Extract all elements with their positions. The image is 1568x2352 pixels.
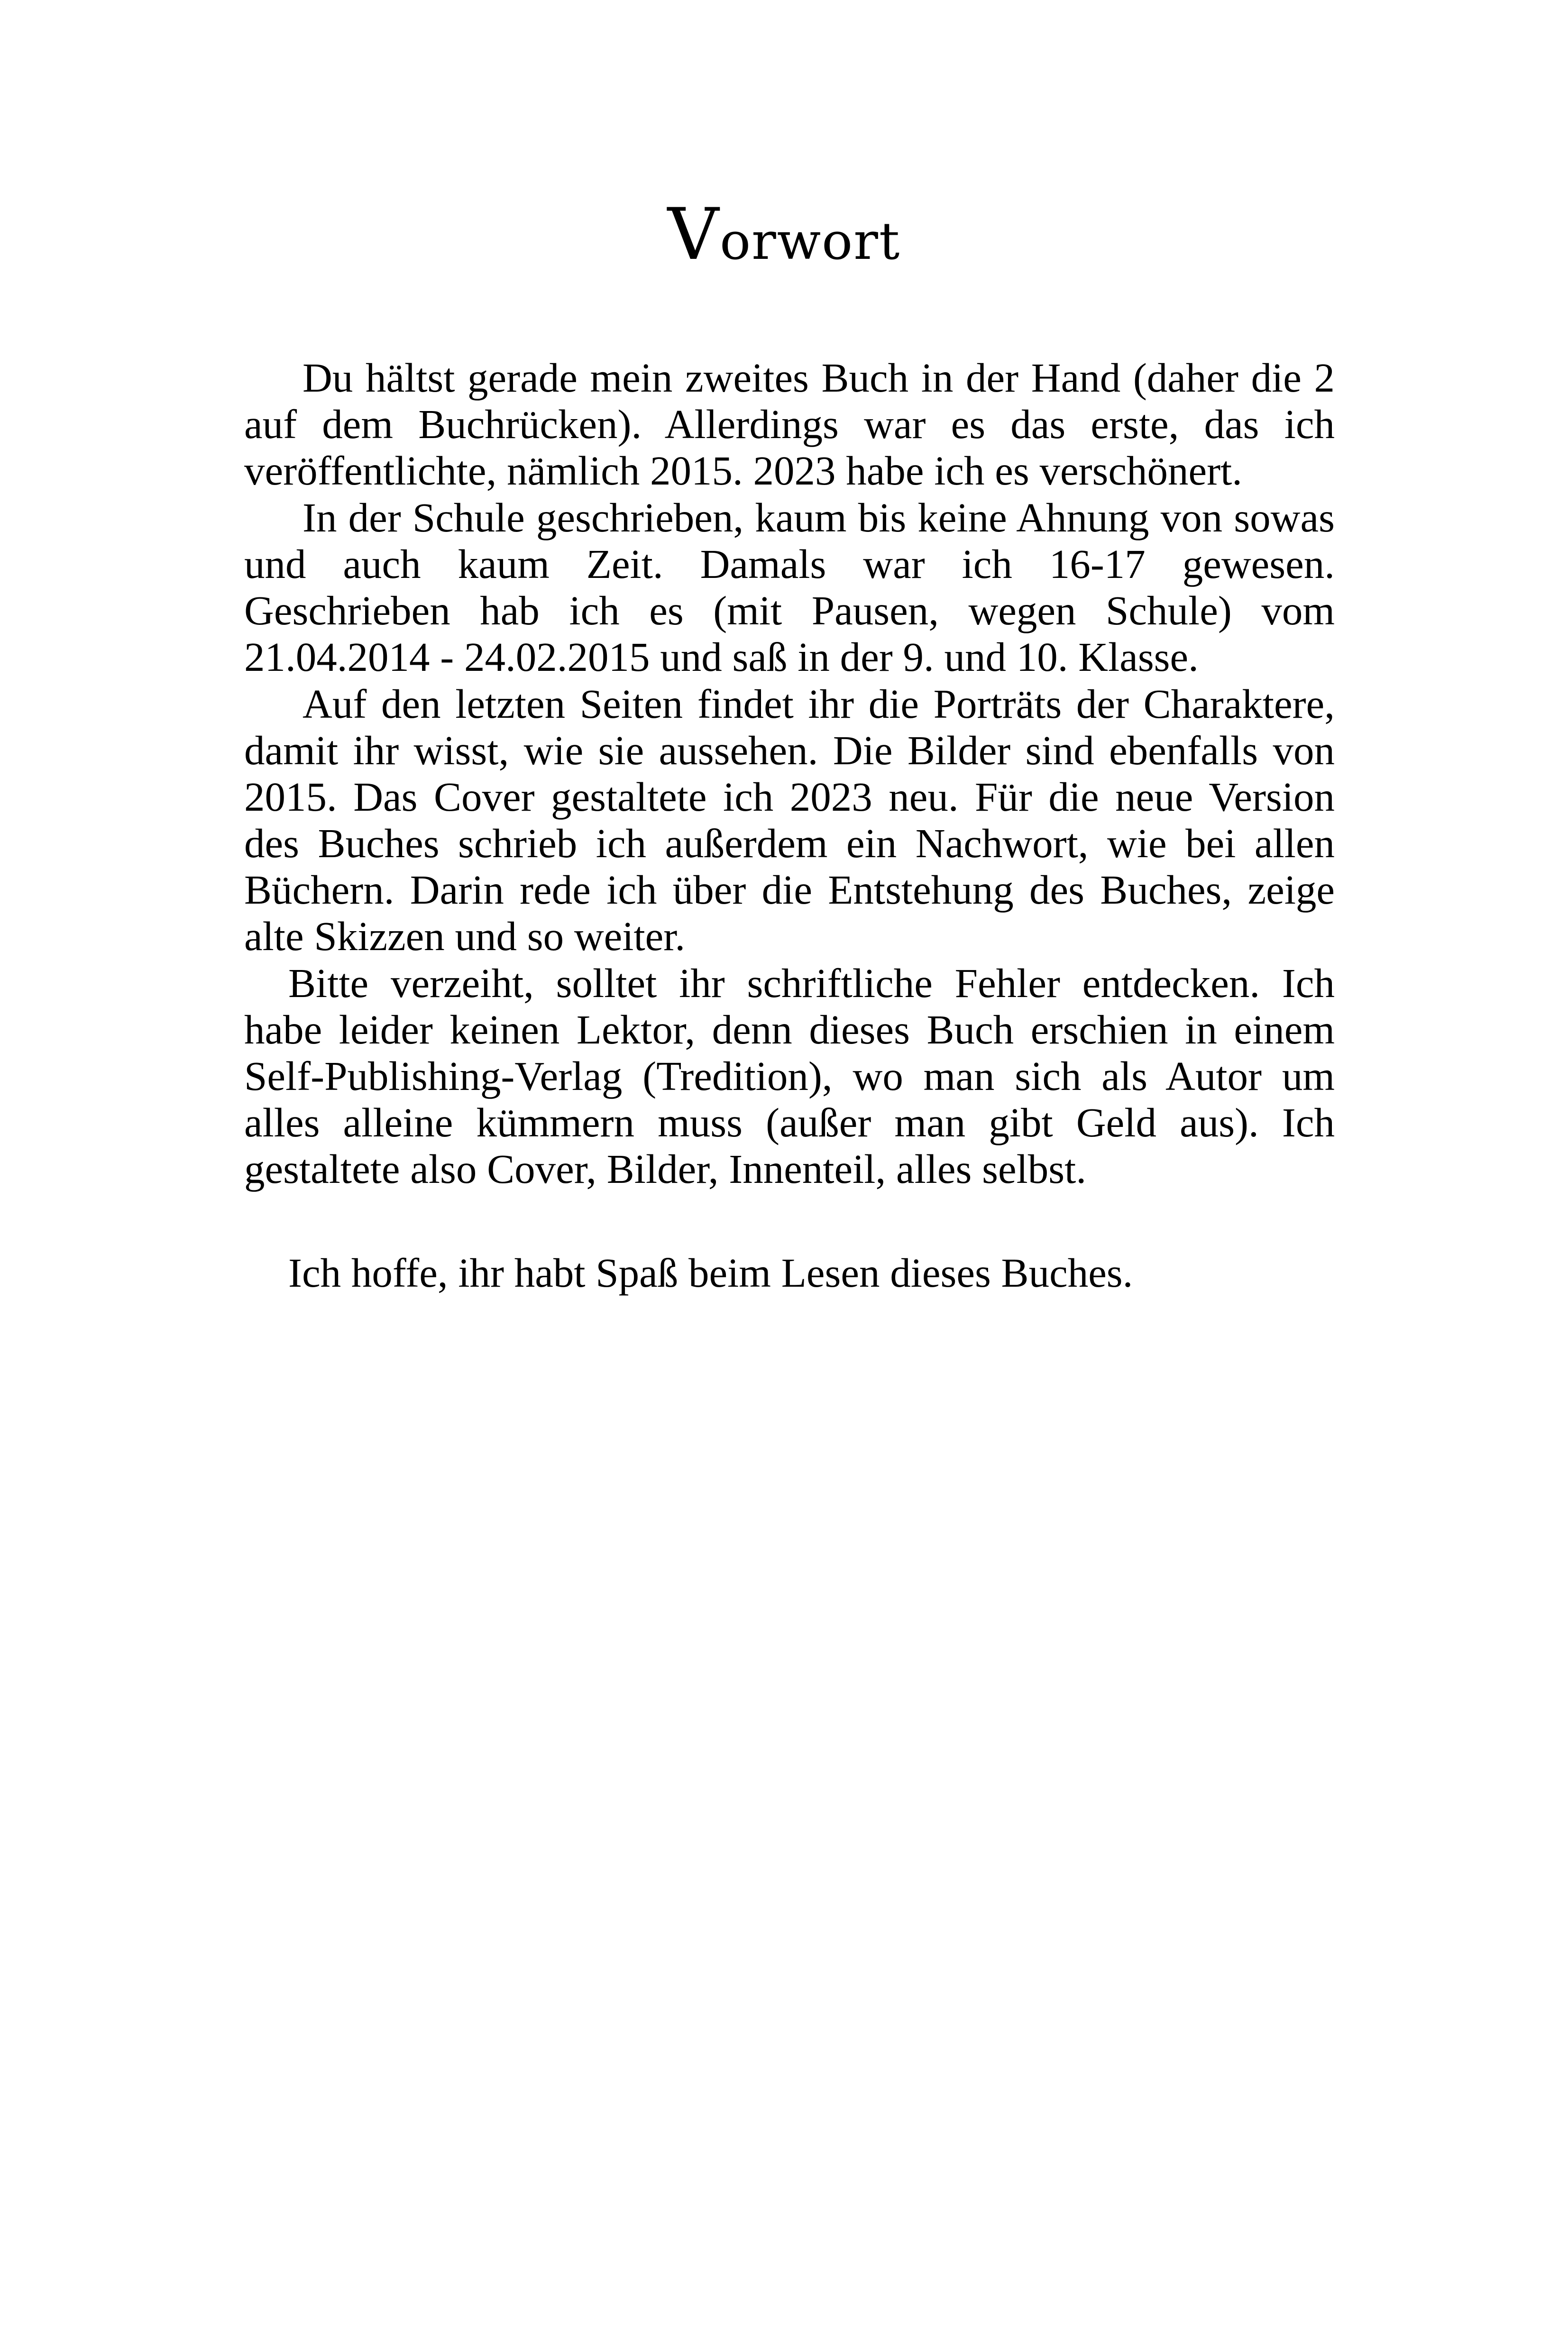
preface-paragraph-3: Auf den letzten Seiten findet ihr die Porträts der Charaktere, damit ihr wisst, wie sie aussehen. Die Bilder sind ebenfalls von 2015. Das Cover gestaltete ich 2023 neu. Für die neue Version des Buches schrieb ich außerdem ein Nachwort, wie bei allen Büchern. Darin rede ich über die Entstehung des Buches, zeige alte Skizzen und so weiter. (244, 681, 1335, 959)
preface-paragraph-4: Bitte verzeiht, solltet ihr schriftliche Fehler entdecken. Ich habe leider keinen Lektor, denn dieses Buch erschien in einem Self-Publishing-Verlag (Tredition), wo man sich als Autor um alles alleine kümmern muss (außer man gibt Geld aus). Ich gestaltete also Cover, Bilder, Innenteil, alles selbst. (244, 960, 1335, 1192)
title-rest: orwort (720, 212, 901, 271)
title-initial: V (667, 193, 720, 276)
page-title (0, 193, 1568, 277)
preface-paragraph-2: In der Schule geschrieben, kaum bis keine Ahnung von sowas und auch kaum Zeit. Damals war ich 16-17 gewesen. Geschrieben hab ich es (mit Pausen, wegen Schule) vom 21.04.2014 - 24.02.2015 und saß in der 9. und 10. Klasse. (244, 494, 1335, 680)
preface-paragraph-1: Du hältst gerade mein zweites Buch in der Hand (daher die 2 auf dem Buchrücken). Allerdings war es das erste, das ich veröffentlichte, nämlich 2015. 2023 habe ich es verschönert. (244, 355, 1335, 494)
preface-closing: Ich hoffe, ihr habt Spaß beim Lesen dieses Buches. (288, 1250, 1133, 1296)
preface-body (244, 355, 1335, 1296)
